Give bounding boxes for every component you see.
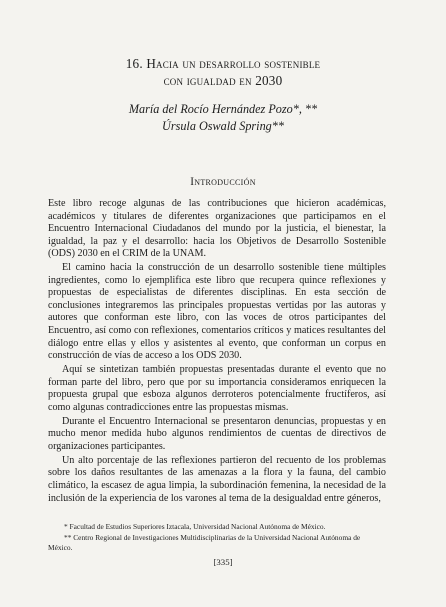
- author-line-1: María del Rocío Hernández Pozo*, **: [128, 102, 318, 116]
- paragraph: Este libro recoge algunas de las contribuciones que hicieron académicas, académicos y titulares de diferentes organizaciones que participamos en el Encuentro Internacional Ciudadanos del mundo por la justicia, el bienestar, la igualdad, la paz y el desarrollo: hacia los Objetivos de Desarrollo Sostenible (ODS) 2030 en el CRIM de la UNAM.: [48, 198, 386, 260]
- authors: [0, 101, 446, 135]
- section-heading: Introducción: [190, 176, 256, 188]
- paragraph: Durante el Encuentro Internacional se presentaron denuncias, propuestas y en mucho menor medida hubo algunos rendimientos de cuentas de directivos de organizaciones participantes.: [48, 415, 386, 452]
- paragraph: El camino hacia la construcción de un desarrollo sostenible tiene múltiples ingredientes, como lo ejemplifica este libro que recupera quince reflexiones y propuestas de especialistas de diferentes disciplinas. En esta sección de conclusiones integraremos las principales propuestas vertidas por las autoras y autores que conforman este libro, con las voces de otros participantes del Encuentro, así como con reflexiones, comentarios críticos y matices resultantes del diálogo entre ellas y ellos y asistentes al evento, que conforman un corpus en construcción de vías de acceso a los ODS 2030.: [48, 262, 386, 362]
- chapter-title: [0, 55, 446, 89]
- page-number: [335]: [213, 557, 233, 567]
- footnotes: [48, 522, 386, 554]
- chapter-title-line-1: 16. Hacia un desarrollo sostenible: [125, 56, 321, 71]
- footnote-1: * Facultad de Estudios Superiores Iztacala, Universidad Nacional Autónoma de México.: [64, 522, 326, 531]
- paragraph: Aquí se sintetizan también propuestas presentadas durante el evento que no forman parte del libro, pero que por su importancia consideramos enriquecen la propuesta grupal que esboza algunos derroteros potencialmente fructíferos, así como algunas contradicciones entre las propuestas mismas.: [48, 364, 386, 413]
- paragraph: Un alto porcentaje de las reflexiones partieron del recuento de los problemas sobre los daños resultantes de las amenazas a la flora y la fauna, del cambio climático, la escasez de agua limpia, la subordinación femenina, la necesidad de la inclusión de la experiencia de los varones al tema de la desigualdad entre géneros,: [48, 454, 386, 504]
- body-text: [48, 198, 386, 507]
- author-line-2: Úrsula Oswald Spring**: [162, 119, 284, 133]
- footnote-2: ** Centro Regional de Investigaciones Multidisciplinarias de la Universidad Nacional Autónoma de México.: [48, 532, 361, 552]
- chapter-title-line-2: con igualdad en 2030: [163, 73, 283, 88]
